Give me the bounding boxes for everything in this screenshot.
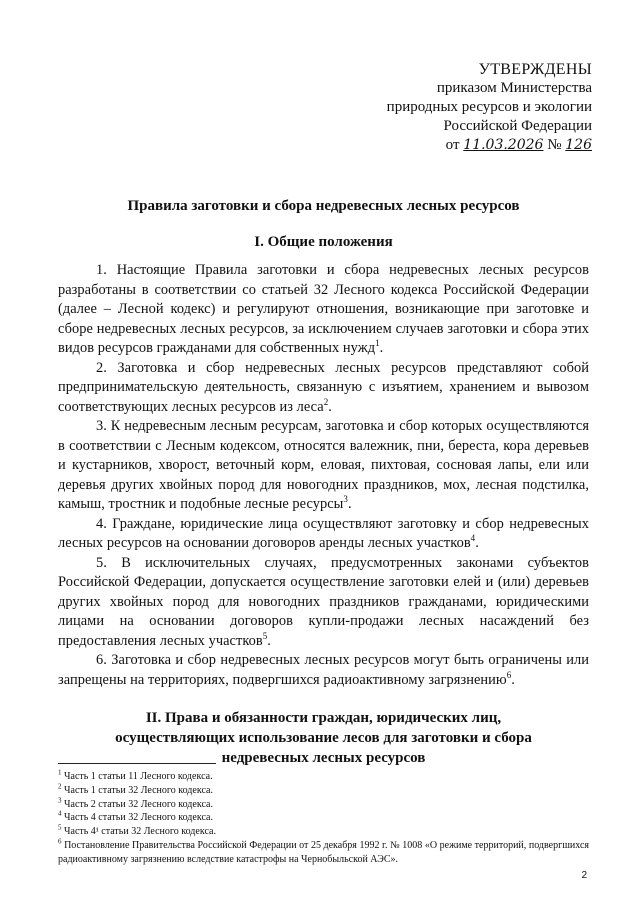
paragraph-end: . <box>379 340 384 356</box>
footnotes <box>58 763 589 867</box>
paragraph <box>58 359 589 418</box>
footnote-ref: 4 <box>470 533 476 544</box>
date-prefix: от <box>445 137 460 153</box>
footnote-ref: 5 <box>262 630 268 641</box>
page-number: 2 <box>581 870 587 881</box>
footnote-ref: 3 <box>343 494 348 505</box>
footnote-ref: 1 <box>375 338 380 349</box>
paragraph-text: 1. Настоящие Правила заготовки и сбора недревесных лесных ресурсов разработаны в соответствии со статьей 32 Лесного кодекса Российской Федерации (далее – Лесной кодекс) и регулируют отношения, возникающие при заготовке и сборе недревесных лесных ресурсов, за исключением случаев заготовки и сбора этих видов ресурсов гражданами для собственных нужд <box>58 262 589 356</box>
paragraph <box>58 554 589 652</box>
footnote-text: Часть 1 статьи 32 Лесного кодекса. <box>64 784 213 796</box>
document-title: Правила заготовки и сбора недревесных лесных ресурсов <box>127 198 520 214</box>
footnote <box>58 770 589 784</box>
paragraph-end: . <box>347 496 352 512</box>
footnote-number: 1 <box>58 768 62 777</box>
paragraph <box>58 515 589 554</box>
paragraph-text: 2. Заготовка и сбор недревесных лесных ресурсов представляют собой предпринимательскую деятельность, связанную с изъятием, хранением и вывозом соответствующих лесных ресурсов из леса <box>58 359 589 415</box>
footnote <box>58 811 589 825</box>
approval-line: природных ресурсов и экологии <box>386 99 592 115</box>
footnote-text: Часть 4 статьи 32 Лесного кодекса. <box>64 812 213 824</box>
footnote-ref: 2 <box>323 396 329 407</box>
footnote-number: 5 <box>58 823 62 832</box>
paragraph-end: . <box>511 671 515 688</box>
paragraph-text: 6. Заготовка и сбор недревесных лесных ресурсов могут быть ограничены или запрещены на территориях, подвергшихся радиоактивному загрязнению <box>58 652 589 688</box>
footnote-number: 2 <box>58 782 62 791</box>
footnote <box>58 798 589 812</box>
handwritten-date: 11.03.2026 <box>463 137 544 153</box>
paragraph-text: 3. К недревесным лесным ресурсам, заготовка и сбор которых осуществляются в соответствии с Лесным кодексом, относятся валежник, пни, береста, кора деревьев и кустарников, хворост, веточный корм, еловая, пихтовая, сосновая лапы, ели или деревья других хвойных пород для новогодних праздников, мох, лесная подстилка, камыш, тростник и подобные лесные ресурсы <box>58 418 589 512</box>
footnote-ref: 6 <box>506 669 512 680</box>
footnote-number: 6 <box>58 837 62 846</box>
paragraph-text: 4. Граждане, юридические лица осуществляют заготовку и сбор недревесных лесных ресурсов на основании договоров аренды лесных участков <box>58 515 589 551</box>
footnote <box>58 784 589 798</box>
section-1-body <box>58 261 589 690</box>
footnote-divider <box>58 763 216 764</box>
footnote-number: 4 <box>58 810 62 819</box>
footnote <box>58 839 589 867</box>
approval-line: Российской Федерации <box>443 118 592 134</box>
footnote-number: 3 <box>58 796 62 805</box>
paragraph-end: . <box>328 398 332 415</box>
paragraph <box>58 417 589 515</box>
approval-title: УТВЕРЖДЕНЫ <box>478 61 592 78</box>
approval-date-line <box>58 136 592 155</box>
handwritten-number: 126 <box>565 137 592 153</box>
footnote-text: Постановление Правительства Российской Федерации от 25 декабря 1992 г. № 1008 «О режиме территорий, подвергшихся радиоактивному загрязнению вследствие катастрофы на Чернобыльской АЭС». <box>58 839 589 865</box>
footnote-text: Часть 2 статьи 32 Лесного кодекса. <box>64 798 213 810</box>
paragraph-text: 5. В исключительных случаях, предусмотренных законами субъектов Российской Федерации, допускается осуществление заготовки елей и (или) деревьев других хвойных пород для новогодних праздников гражданами, юридическими лицами на основании договоров купли-продажи лесных насаждений без предоставления лесных участков <box>58 554 589 649</box>
section-title-2: II. Права и обязанности граждан, юридических лиц, осуществляющих использование лесов для заготовки и сбора недревесных лесных ресурсов <box>115 710 532 766</box>
paragraph-end: . <box>475 535 479 551</box>
footnote-text: Часть 4¹ статьи 32 Лесного кодекса. <box>64 826 216 838</box>
paragraph <box>58 651 589 690</box>
footnote-text: Часть 1 статьи 11 Лесного кодекса. <box>64 771 213 782</box>
paragraph-end: . <box>267 632 271 649</box>
approval-line: приказом Министерства <box>436 80 592 96</box>
footnote <box>58 825 589 839</box>
approval-block <box>58 60 592 155</box>
paragraph <box>58 261 589 359</box>
number-prefix: № <box>547 137 562 153</box>
section-title-1: I. Общие положения <box>254 233 393 250</box>
